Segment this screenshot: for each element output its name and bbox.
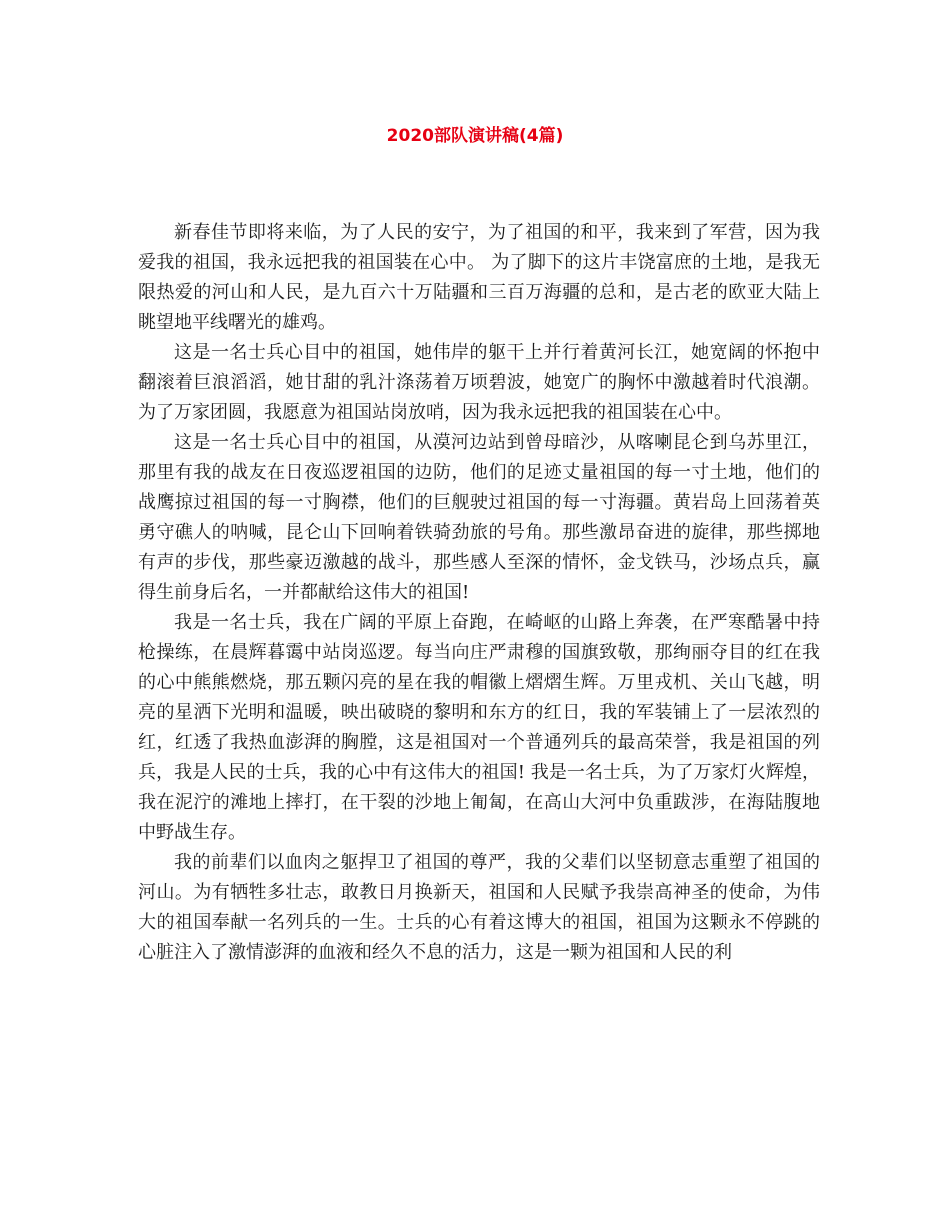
document-title: 2020部队演讲稿(4篇) xyxy=(386,126,564,146)
paragraph-4: 我是一名士兵，我在广阔的平原上奋跑，在崎岖的山路上奔袭，在严寒酷暑中持枪操练，在晨辉暮霭中站岗巡逻。每当向庄严肃穆的国旗致敬，那绚丽夺目的红在我的心中熊熊燃烧，那五颗闪亮的星在我的帽徽上熠熠生辉。万里戎机、关山飞越，明亮的星洒下光明和温暖，映出破晓的黎明和东方的红日，我的军装铺上了一层浓烈的红，红透了我热血澎湃的胸膛，这是祖国对一个普通列兵的最高荣誉，我是祖国的列兵，我是人民的士兵，我的心中有这伟大的祖国! 我是一名士兵，为了万家灯火辉煌，我在泥泞的滩地上摔打，在干裂的沙地上匍匐，在高山大河中负重跋涉，在海陆腹地中野战生存。 xyxy=(138,612,820,843)
paragraph-5: 我的前辈们以血肉之躯捍卫了祖国的尊严，我的父辈们以坚韧意志重塑了祖国的河山。为有牺牲多壮志，敢教日月换新天，祖国和人民赋予我崇高神圣的使命，为伟大的祖国奉献一名列兵的一生。士兵的心有着这博大的祖国，祖国为这颗永不停跳的心脏注入了激情澎湃的血液和经久不息的活力，这是一颗为祖国和人民的利 xyxy=(138,852,820,963)
document-body xyxy=(138,218,820,968)
paragraph-3: 这是一名士兵心目中的祖国，从漠河边站到曾母暗沙，从喀喇昆仑到乌苏里江，那里有我的战友在日夜巡逻祖国的边防，他们的足迹丈量祖国的每一寸土地，他们的战鹰掠过祖国的每一寸胸襟，他们的巨舰驶过祖国的每一寸海疆。黄岩岛上回荡着英勇守礁人的呐喊，昆仑山下回响着铁骑劲旅的号角。那些激昂奋进的旋律，那些掷地有声的步伐，那些豪迈激越的战斗，那些感人至深的情怀，金戈铁马，沙场点兵，赢得生前身后名，一并都献给这伟大的祖国! xyxy=(138,432,820,603)
paragraph-1: 新春佳节即将来临，为了人民的安宁，为了祖国的和平，我来到了军营，因为我爱我的祖国，我永远把我的祖国装在心中。 为了脚下的这片丰饶富庶的土地，是我无限热爱的河山和人民，是九百六十万陆疆和三百万海疆的总和，是古老的欧亚大陆上眺望地平线曙光的雄鸡。 xyxy=(138,222,820,333)
paragraph-2: 这是一名士兵心目中的祖国，她伟岸的躯干上并行着黄河长江，她宽阔的怀抱中翻滚着巨浪滔滔，她甘甜的乳汁涤荡着万顷碧波，她宽广的胸怀中激越着时代浪潮。 为了万家团圆，我愿意为祖国站岗放哨，因为我永远把我的祖国装在心中。 xyxy=(138,342,820,423)
